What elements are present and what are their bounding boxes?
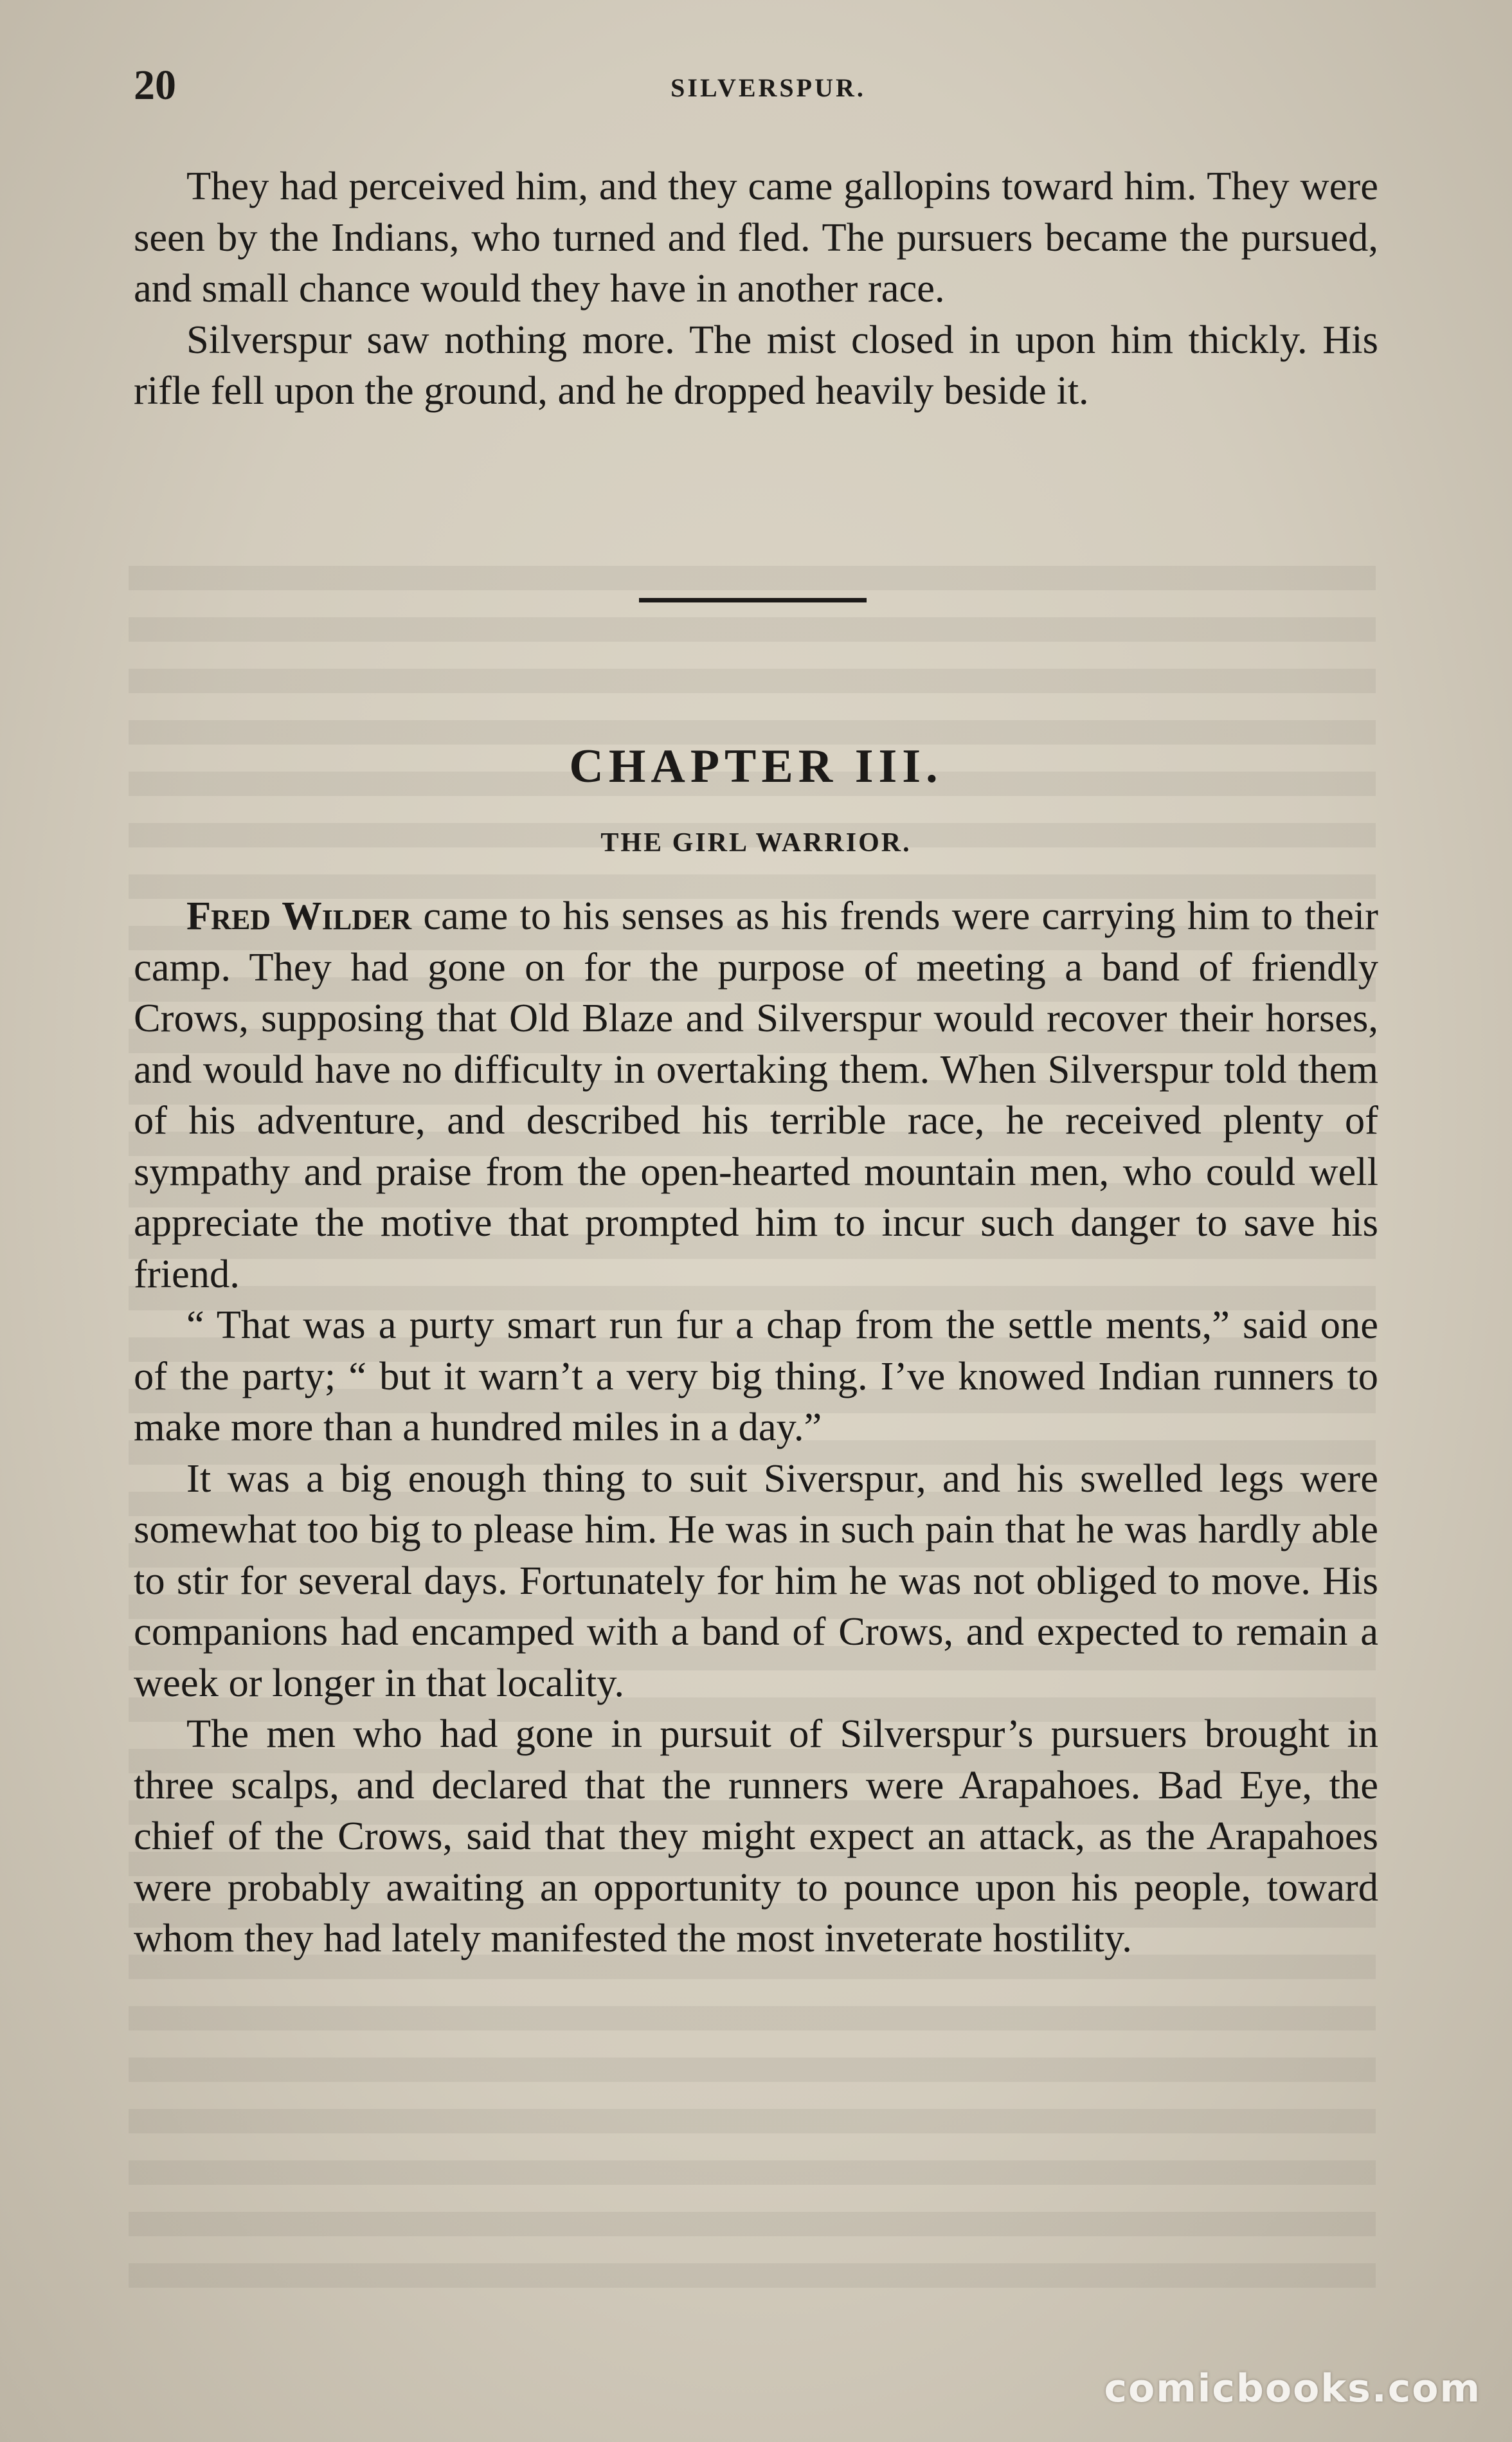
chapter-heading: CHAPTER III. [569, 740, 943, 793]
paragraph: It was a big enough thing to suit Siverspur, and his swelled legs were somewhat too big to please him. He was in such pain that he was hardly able to stir for several days. Fortunately for him he was not obliged to move. His companions had encamped with a band of Crows, and expected to remain a week or longer in that locality. [134, 1455, 1378, 1705]
opening-name-smallcaps: Fred Wilder [186, 893, 412, 938]
paragraph: Silverspur saw nothing more. The mist closed in upon him thickly. His rifle fell upon the ground, and he dropped heavily beside it. [134, 316, 1378, 413]
chapter-subtitle: THE GIRL WARRIOR. [600, 828, 912, 858]
previous-chapter-ending [134, 161, 1378, 417]
paragraph: The men who had gone in pursuit of Silverspur’s pursuers brought in three scalps, and declared that the runners were Arapahoes. Bad Eye, the chief of the Crows, said that they might expect an attack, as the Arapahoes were probably awaiting an opportunity to pounce upon his people, toward whom they had lately manifested the most inveterate hostility. [134, 1711, 1378, 1960]
page-number: 20 [134, 62, 176, 109]
paragraph: “ That was a purty smart run fur a chap from the settle ments,” said one of the party; “ but it warn’t a very big thing. I’ve knowed Indian runners to make more than a hundred miles in a day.” [134, 1302, 1378, 1449]
paragraph: They had perceived him, and they came gallopins toward him. They were seen by the Indians, who turned and fled. The pursuers became the pursued, and small chance would they have in another race. [134, 163, 1378, 311]
running-title: SILVERSPUR. [670, 73, 866, 102]
paragraph-text: came to his senses as his frends were carrying him to their camp. They had gone on for the purpose of meeting a band of friendly Crows, supposing that Old Blaze and Silverspur would recover their horses, and would have no difficulty in overtaking them. When Silverspur told them of his adventure, and described his terrible race, he received plenty of sympathy and praise from the open-hearted mountain men, who could well appreciate the motive that prompted him to incur such danger to save his friend. [134, 893, 1378, 1296]
chapter-body [134, 891, 1378, 1964]
site-watermark: comicbooks.com [1104, 2366, 1481, 2411]
section-divider-rule [639, 598, 867, 602]
paragraph [134, 891, 1378, 1299]
running-head [134, 61, 1377, 113]
